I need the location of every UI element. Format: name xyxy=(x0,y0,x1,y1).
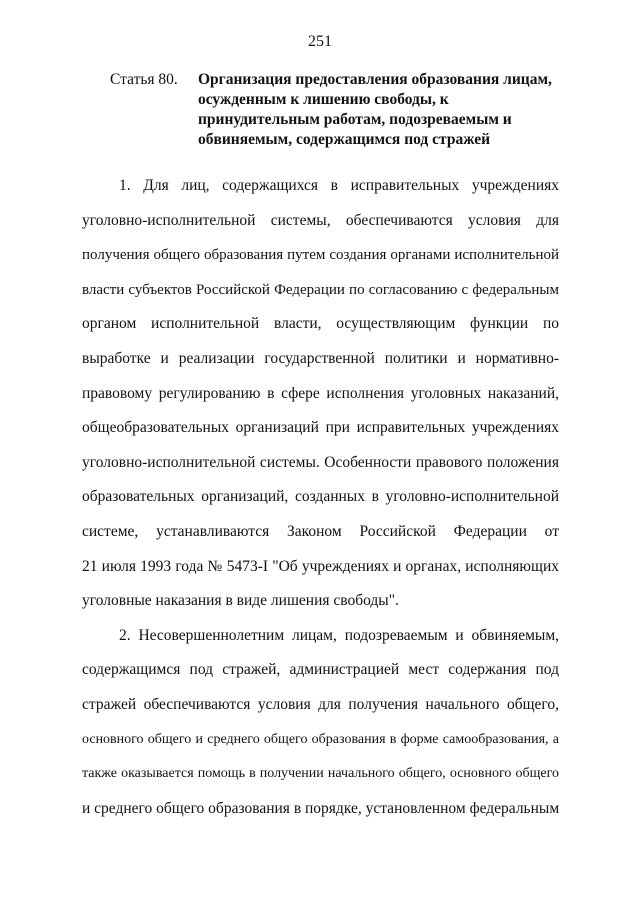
text-line: образовательных организаций, созданных в уголовно-исполнительной xyxy=(82,488,559,506)
text-line: общеобразовательных организаций при исправительных учреждениях xyxy=(82,419,559,437)
text-line: органом исполнительной власти, осуществляющим функции по xyxy=(82,315,559,333)
text-line: уголовно-исполнительной системы. Особенности правового положения xyxy=(82,453,559,471)
paragraph-2 xyxy=(82,624,559,832)
paragraph-1 xyxy=(82,174,559,624)
article-label: Статья 80. xyxy=(110,71,178,88)
article-title xyxy=(198,70,570,150)
text-line: 1. Для лиц, содержащихся в исправительных учреждениях xyxy=(119,177,559,194)
article-title-line: осужденным к лишению свободы, к xyxy=(198,91,449,108)
text-line: уголовно-исполнительной системы, обеспечиваются условия для xyxy=(82,211,559,229)
article-body xyxy=(82,174,559,831)
text-line: власти субъектов Российской Федерации по согласованию с федеральным xyxy=(82,281,559,298)
text-line: уголовные наказания в виде лишения свободы". xyxy=(82,592,399,610)
text-line: стражей обеспечиваются условия для получения начального общего, xyxy=(82,695,559,713)
text-line: основного общего и среднего общего образования в форме самообразования, а xyxy=(82,731,559,747)
text-line: системе, устанавливаются Законом Российской Федерации от xyxy=(82,522,559,540)
text-line: также оказывается помощь в получении начального общего, основного общего xyxy=(82,766,559,782)
text-line: 2. Несовершеннолетним лицам, подозреваемым и обвиняемым, xyxy=(119,626,559,644)
text-line: выработке и реализации государственной политики и нормативно- xyxy=(82,349,559,367)
page-number: 251 xyxy=(308,33,332,50)
text-line: и среднего общего образования в порядке, установленном федеральным xyxy=(82,799,560,817)
text-line: 21 июля 1993 года № 5473-I "Об учреждениях и органах, исполняющих xyxy=(82,557,559,575)
text-line: правовому регулированию в сфере исполнения уголовных наказаний, xyxy=(82,384,559,402)
article-title-line: Организация предоставления образования лицам, xyxy=(198,71,552,88)
text-line: получения общего образования путем создания органами исполнительной xyxy=(82,247,559,264)
text-line: содержащимся под стражей, администрацией мест содержания под xyxy=(82,661,559,679)
article-title-line: принудительным работам, подозреваемым и xyxy=(198,111,512,128)
article-title-line: обвиняемым, содержащимся под стражей xyxy=(198,131,491,148)
